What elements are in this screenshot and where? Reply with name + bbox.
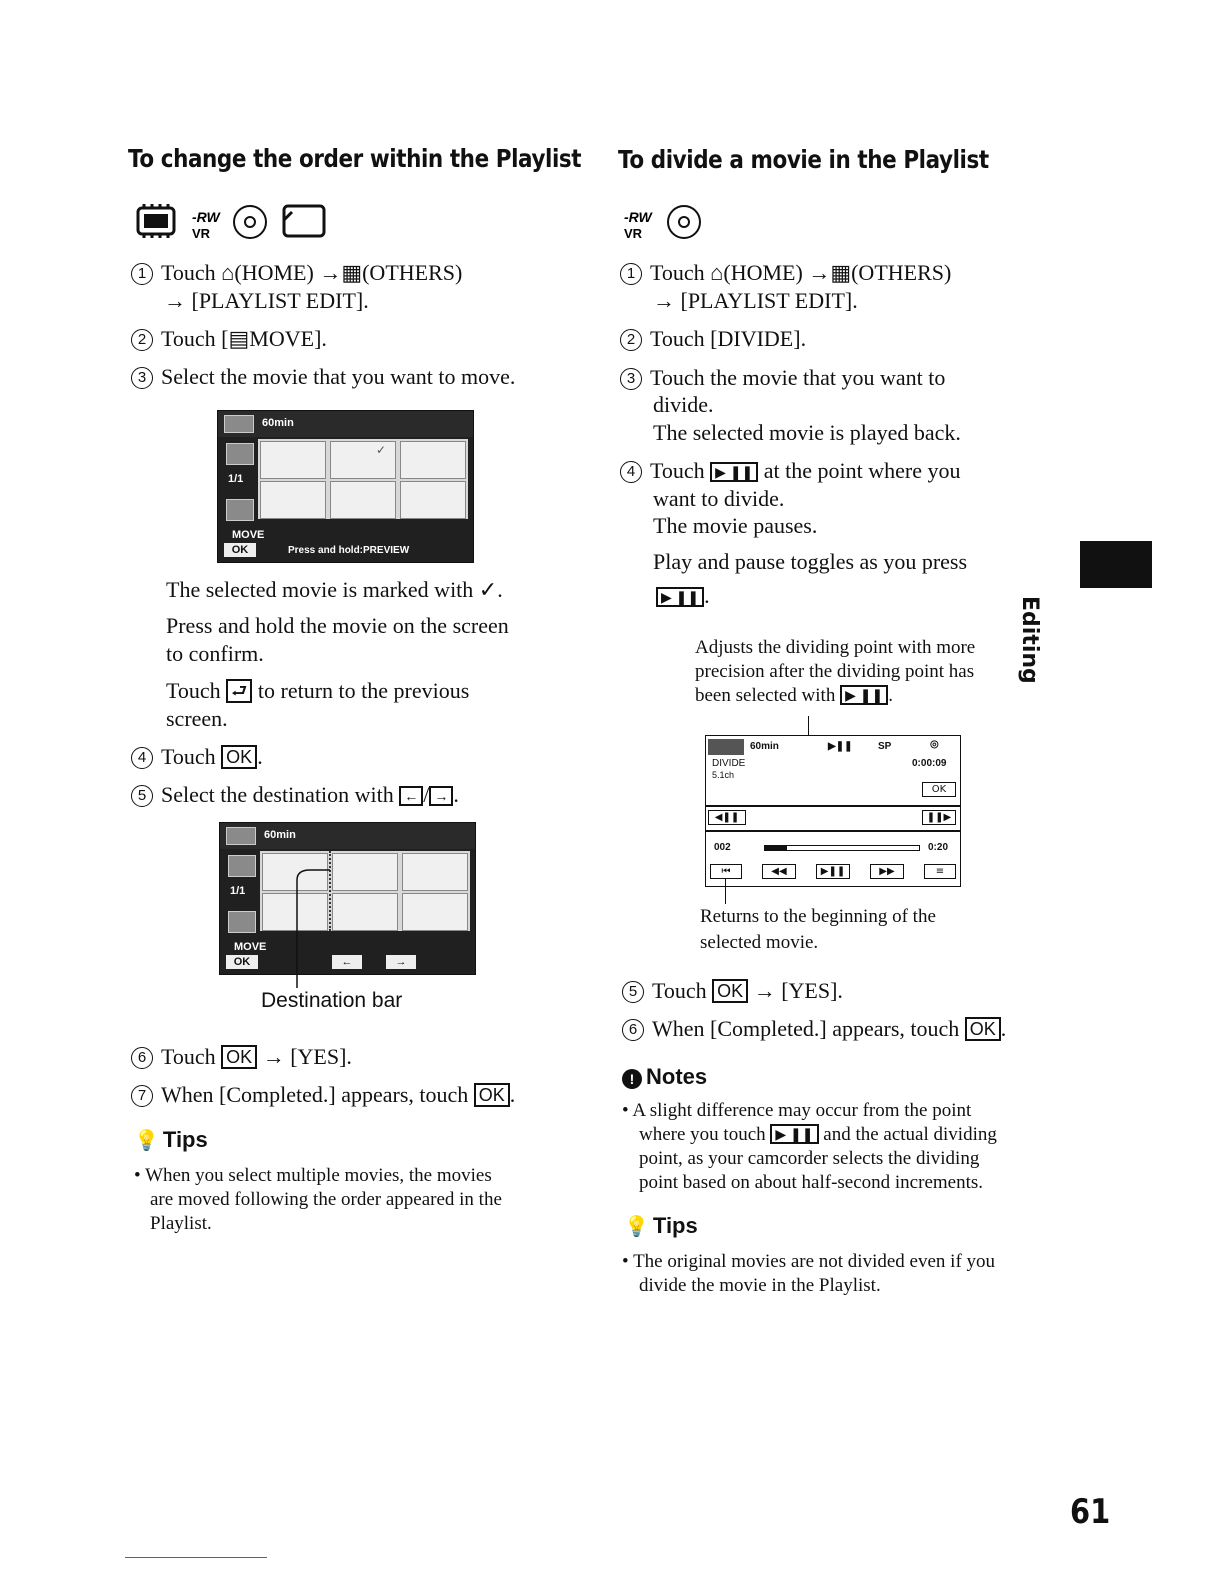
- scroll-up-icon[interactable]: [228, 855, 256, 877]
- media-icons: [134, 198, 334, 249]
- notes-icon: !: [622, 1069, 642, 1089]
- quality-icon: SP: [878, 741, 892, 752]
- divide-screen: 60min ▶❚❚ SP ◎ DIVIDE 5.1ch 0:00:09 OK ◀❚❚ ❚❚▶ 002 0:20 ⏮ ◀◀ ▶❚❚ ▶▶ ≡: [705, 735, 961, 887]
- scroll-down-icon[interactable]: [226, 499, 254, 521]
- step-number: 1: [131, 263, 153, 285]
- arrow-left-button[interactable]: ←: [332, 955, 362, 969]
- svg-text:-RW: -RW: [192, 209, 220, 225]
- step-forward-button[interactable]: ❚❚▶: [922, 810, 956, 825]
- section-tab: [1080, 541, 1152, 588]
- return-beginning-button[interactable]: ⏮: [710, 864, 742, 879]
- thumbnail-grid: [258, 439, 468, 519]
- others-icon: ▦: [830, 260, 852, 285]
- rewind-button[interactable]: ◀◀: [762, 864, 796, 879]
- scroll-up-icon[interactable]: [226, 443, 254, 465]
- return-icon: ⮐: [226, 679, 252, 703]
- svg-text:VR: VR: [192, 226, 211, 241]
- tips-icon: 💡: [624, 1216, 649, 1238]
- capacity: 60min: [262, 417, 294, 429]
- play-pause-icon: ▶ ❚❚: [840, 685, 888, 705]
- page-number: 61: [1070, 1492, 1111, 1532]
- footer-rule: [125, 1557, 267, 1558]
- play-pause-icon: ▶ ❚❚: [710, 462, 758, 482]
- back-icon[interactable]: [708, 739, 744, 755]
- check-icon: ✓: [376, 443, 387, 457]
- arrow-right-icon: →: [429, 786, 453, 806]
- home-icon: ⌂: [221, 260, 235, 285]
- others-icon: ▦: [341, 260, 363, 285]
- section-title: Editing: [1017, 596, 1043, 684]
- progress-bar[interactable]: [764, 845, 920, 851]
- play-pause-icon: ▶ ❚❚: [656, 587, 704, 607]
- back-icon[interactable]: [224, 415, 254, 433]
- left-heading: To change the order within the Playlist: [128, 144, 582, 173]
- play-pause-status-icon: ▶❚❚: [828, 741, 853, 752]
- play-pause-button[interactable]: ▶❚❚: [816, 864, 850, 879]
- destination-caption: Destination bar: [261, 989, 403, 1012]
- arrow-right-button[interactable]: →: [386, 955, 416, 969]
- move-icon: ▤: [228, 326, 250, 351]
- svg-text:-RW: -RW: [624, 209, 652, 225]
- ok-button[interactable]: OK: [224, 543, 256, 557]
- right-heading: To divide a movie in the Playlist: [618, 145, 989, 174]
- scroll-down-icon[interactable]: [228, 911, 256, 933]
- move-screen: 60min 1/1 ✓ MOVE OK Press and hold:PREVIEW: [217, 410, 474, 563]
- tips-icon: 💡: [134, 1130, 159, 1152]
- home-icon: ⌂: [710, 260, 724, 285]
- destination-pointer: [290, 860, 340, 990]
- callout-line: [725, 878, 726, 904]
- play-pause-icon: ▶ ❚❚: [770, 1124, 818, 1144]
- destination-screen: 60min 1/1 MOVE OK ← →: [219, 822, 476, 975]
- step-back-button[interactable]: ◀❚❚: [708, 810, 746, 825]
- menu-button[interactable]: ≡: [924, 864, 956, 879]
- arrow-left-icon: ←: [399, 786, 423, 806]
- media-type-icon: [134, 198, 334, 244]
- svg-text:VR: VR: [624, 226, 643, 241]
- back-icon[interactable]: [226, 827, 256, 845]
- forward-button[interactable]: ▶▶: [870, 864, 904, 879]
- dvd-rw-vr-icon: [622, 198, 712, 244]
- disc-icon: ◎: [930, 739, 939, 750]
